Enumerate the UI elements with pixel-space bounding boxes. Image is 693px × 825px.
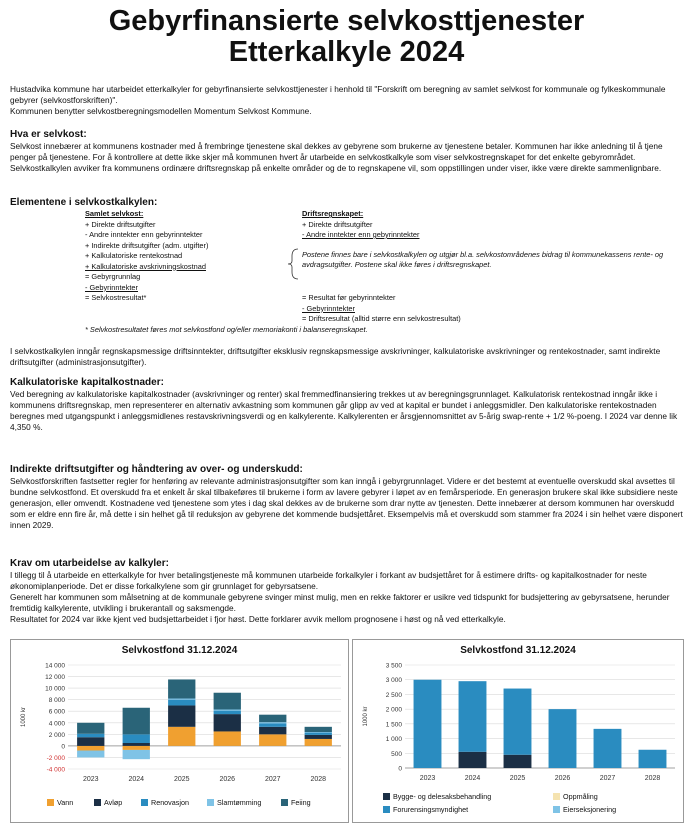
right-row: = Resultat før gebyrinntekter (302, 293, 396, 302)
bar-segment (168, 699, 195, 700)
bar-segment (123, 743, 150, 746)
y-axis-label: 1000 kr (21, 706, 27, 728)
y-tick-label: 14 000 (45, 662, 65, 670)
section-kapital (10, 376, 685, 433)
footnote (85, 325, 368, 336)
legend-item (553, 805, 616, 814)
page-title (0, 0, 693, 68)
x-tick-label: 2024 (464, 775, 481, 782)
x-tick-label: 2025 (509, 775, 526, 782)
x-tick-label: 2025 (173, 776, 190, 783)
bar-segment (214, 731, 241, 745)
section-heading: Krav om utarbeidelse av kalkyler: (10, 558, 169, 569)
x-tick-label: 2028 (310, 776, 327, 783)
y-tick-label: 4 000 (48, 720, 65, 728)
bar-segment (77, 746, 104, 751)
y-tick-label: 2 000 (48, 731, 65, 739)
legend-item (94, 798, 122, 807)
chart-selvkostfond-2 (352, 639, 684, 823)
intro-text: Hustadvika kommune har utarbeidet etterkalkyler for gebyrfinansierte selvkosttjenester i henhold til "Forskrift om beregning av samlet selvkost for kommunale og fylkeskommunale gebyrer (selvkostforskriften)". (10, 84, 666, 105)
x-tick-label: 2023 (82, 776, 99, 783)
bar-segment (123, 746, 150, 750)
bar-segment (77, 751, 104, 758)
legend-item (553, 792, 598, 801)
bar-segment (305, 733, 332, 735)
legend-label: Eierseksjonering (563, 805, 617, 814)
bar-segment (639, 750, 667, 768)
y-tick-label: 0 (61, 743, 65, 751)
legend-swatch (553, 806, 560, 813)
legend-item (383, 792, 491, 801)
legend-swatch (383, 793, 390, 800)
section-heading: Kalkulatoriske kapitalkostnader: (10, 377, 164, 388)
y-tick-label: 1 500 (385, 721, 402, 729)
bar-segment (549, 709, 577, 768)
legend-swatch (47, 799, 54, 806)
bar-segment (305, 727, 332, 732)
y-tick-label: -2 000 (46, 754, 65, 762)
section-text: Resultatet for 2024 var ikke kjent ved budsjettarbeidet i fjor høst. Dette forklarer avvik mellom prognosene i høst og nå ved etterkalkyle. (10, 614, 506, 624)
legend-label: Oppmåling (563, 792, 598, 801)
legend-label: Bygge- og delesaksbehandling (393, 792, 492, 801)
left-row: = Gebyrgrunnlag (85, 272, 141, 281)
left-row: - Gebyrinntekter (85, 282, 138, 292)
bar-segment (305, 735, 332, 739)
x-tick-label: 2028 (644, 775, 661, 782)
legend-item (383, 805, 468, 814)
chart-plot (11, 640, 348, 822)
bar-segment (259, 723, 286, 726)
left-row: + Direkte driftsutgifter (85, 219, 156, 229)
x-tick-label: 2026 (219, 776, 236, 783)
y-tick-label: 500 (391, 750, 402, 758)
section-elements (10, 196, 685, 209)
bar-segment (504, 689, 532, 755)
bar-segment (77, 723, 104, 734)
section-heading: Hva er selvkost: (10, 129, 87, 140)
bar-segment (594, 729, 622, 768)
y-tick-label: 3 500 (385, 662, 402, 670)
y-tick-label: 10 000 (45, 685, 65, 693)
bar-segment (168, 700, 195, 706)
section-text: Generelt har kommunen som målsetning at de kommunale gebyrene svinger minst mulig, men en rekke faktorer er usikre ved tidspunkt for budsjettering av gebyrsatsene, herunder fremtidig kalkylerente, utvikling i brukerantall og saksmengde. (10, 592, 670, 613)
legend-label: Renovasjon (151, 798, 189, 807)
x-tick-label: 2027 (599, 775, 616, 782)
title-line-2: Etterkalkyle 2024 (228, 36, 465, 68)
chart-title: Selvkostfond 31.12.2024 (121, 645, 238, 656)
bar-segment (259, 727, 286, 735)
y-tick-label: -4 000 (46, 766, 65, 774)
left-row: + Indirekte driftsutgifter (adm. utgifter) (85, 240, 209, 250)
title-line-1: Gebyrfinansierte selvkosttjenester (108, 5, 585, 37)
right-column-bottom (302, 293, 461, 325)
legend-item (141, 798, 189, 807)
section-text: I tillegg til å utarbeide en etterkalkyle for hver betalingstjeneste må kommunen utarbeide forkalkyler i forkant av budsjettåret for å estimere drifts- og kapitalkostnader for neste økonomiplanperiode. Det er disse forkalkylene som gir grunnlaget for gebyrsatsene. (10, 570, 647, 591)
left-row: - Andre inntekter enn gebyrinntekter (85, 230, 203, 239)
bar-segment (259, 722, 286, 723)
bar-segment (305, 739, 332, 746)
bar-segment (77, 737, 104, 746)
section-heading: Indirekte driftsutgifter og håndtering av over- og underskudd: (10, 464, 303, 475)
bar-segment (77, 734, 104, 737)
legend-label: Avløp (104, 798, 123, 807)
section-text: Selvkostforskriften fastsetter regler for henføring av relevante administrasjonsutgifter som kan inngå i gebyrgrunnlaget. Videre er det bestemt at eventuelle overskudd skal avsettes til bundne selvkostfond. Et overskudd fra et enkelt år skal tilbakeføres til brukerne i form av lavere gebyrer i løpet av en femårsperiode. En generasjon brukere skal ikke subsidiere neste generasjon, eller omvendt. Kostnadene ved tjenestene som ytes i dag skal dekkes av de brukerne som drar nytte av tjenesten. Dette innebærer at dersom kommunen har overskudd som er eldre enn fire år, må dette i sin helhet gå til reduksjon av gebyrene det kommende budsjettåret. Eksempelvis må et overskudd som stammer fra 2024 i sin helhet være disponert innen 2029. (10, 476, 683, 530)
bar-segment (214, 711, 241, 714)
right-column-top (302, 209, 420, 241)
y-axis-label: 1000 kr (363, 706, 369, 727)
legend-swatch (553, 793, 560, 800)
bar-segment (259, 734, 286, 746)
x-tick-label: 2024 (128, 776, 145, 783)
footnote-text: * Selvkostresultatet føres mot selvkostfond og/eller memoriakonti i balanseregnskapet. (85, 325, 368, 334)
y-tick-label: 1 000 (385, 736, 402, 744)
bar-segment (214, 693, 241, 710)
section-heading: Elementene i selvkostkalkylen: (10, 197, 158, 208)
section-text: I selvkostkalkylen inngår regnskapsmessige driftsinntekter, driftsutgifter eksklusiv regnskapsmessige avskrivninger, kalkulatoriske avskrivninger og rentekostnader, samt indirekte driftsutgifter (administrasjonsutgifter). (10, 346, 661, 367)
legend-item (47, 798, 73, 807)
bar-segment (459, 752, 487, 768)
right-row: - Gebyrinntekter (302, 303, 355, 313)
left-column (85, 209, 208, 304)
legend-item (207, 798, 261, 807)
bar-segment (168, 727, 195, 746)
right-row: - Andre inntekter enn gebyrinntekter (302, 230, 420, 239)
section-text: Selvkost innebærer at kommunens kostnader med å frembringe tjenestene skal dekkes av gebyrene som brukerne av tjenestene betaler. Kommunen har ikke anledning til å tjene penger på tjenestene. For å kontrollere at dette ikke skjer må kommunen hvert år utarbeide en selvkostkalkyle som viser selvkostregnskapet for det enkelte gebyrområdet. Selvkostkalkylen avviker fra kommunens ordinære driftsregnskap på enkelte områder og de to regnskapene vil, som oppstillingen under viser, ikke være direkte sammenlignbare. (10, 141, 663, 173)
bar-segment (504, 755, 532, 768)
section-indirekte (10, 463, 685, 531)
y-tick-label: 8 000 (48, 697, 65, 705)
bar-segment (168, 679, 195, 698)
x-tick-label: 2026 (554, 775, 571, 782)
x-tick-label: 2027 (264, 776, 281, 783)
chart-title: Selvkostfond 31.12.2024 (460, 645, 576, 656)
bar-segment (259, 715, 286, 723)
legend-swatch (207, 799, 214, 806)
y-tick-label: 12 000 (45, 674, 65, 682)
bar-segment (168, 705, 195, 726)
section-text: Ved beregning av kalkulatoriske kapitalkostnader (avskrivninger og renter) skal fremmedfinansiering trekkes ut av beregningsgrunnlaget. Kalkulatorisk rentekostnad inngår ikke i kommunens driftsregnskap, men representerer en alternativ avkastning som kommunen går glipp av ved at kapital er bundet i anleggsmidler. Den kalkulatoriske rentekostnaden beregnes med utgangspunkt i anleggsmidlenes restavskrivningsverdi og en kalkylerente. Kalkylerenten er årsgjennomsnittet av 5-årig swap-rente + 1/2 %-poeng. I 2024 var denne lik 4,350 %. (10, 389, 678, 432)
right-column-header: Driftsregnskapet: (302, 209, 364, 218)
section-krav (10, 557, 685, 625)
brace-icon (287, 248, 299, 280)
y-tick-label: 0 (398, 765, 402, 773)
left-row: + Kalkulatoriske rentekostnad (85, 251, 183, 260)
section-elements-text (10, 346, 685, 368)
legend-swatch (141, 799, 148, 806)
legend-item (281, 798, 311, 807)
legend-label: Feiing (291, 798, 311, 807)
left-row: + Kalkulatoriske avskrivningskostnad (85, 261, 206, 271)
y-tick-label: 2 500 (385, 691, 402, 699)
bar-segment (214, 709, 241, 710)
bar-segment (459, 681, 487, 752)
section-selvkost (10, 128, 685, 174)
left-row: = Selvkostresultat* (85, 293, 147, 302)
bar-segment (214, 714, 241, 731)
legend-swatch (383, 806, 390, 813)
bar-segment (305, 732, 332, 733)
legend-swatch (281, 799, 288, 806)
legend-label: Vann (57, 798, 74, 807)
bar-segment (414, 680, 442, 768)
x-tick-label: 2023 (419, 775, 436, 782)
bar-segment (123, 750, 150, 759)
y-tick-label: 6 000 (48, 708, 65, 716)
bar-segment (123, 708, 150, 735)
bar-segment (123, 734, 150, 743)
legend-label: Forurensingsmyndighet (393, 805, 469, 814)
y-tick-label: 2 000 (385, 706, 402, 714)
legend-label: Slamtømming (217, 798, 262, 807)
legend-swatch (94, 799, 101, 806)
right-row: = Driftsresultat (alltid større enn selvkostresultat) (302, 314, 461, 323)
chart-selvkostfond-1 (10, 639, 349, 823)
intro-block (10, 84, 685, 117)
intro-text-2: Kommunen benytter selvkostberegningsmodellen Momentum Selvkost Kommune. (10, 106, 312, 116)
left-column-header: Samlet selvkost: (85, 209, 144, 218)
right-row: + Direkte driftsutgifter (302, 219, 373, 229)
y-tick-label: 3 000 (385, 677, 402, 685)
note-box: Postene finnes bare i selvkostkalkylen og utgjør bl.a. selvkostområdenes bidrag til kommunekassens rente- og avdragsutgifter. Postene skal ikke føres i driftsregnskapet. (302, 250, 664, 269)
